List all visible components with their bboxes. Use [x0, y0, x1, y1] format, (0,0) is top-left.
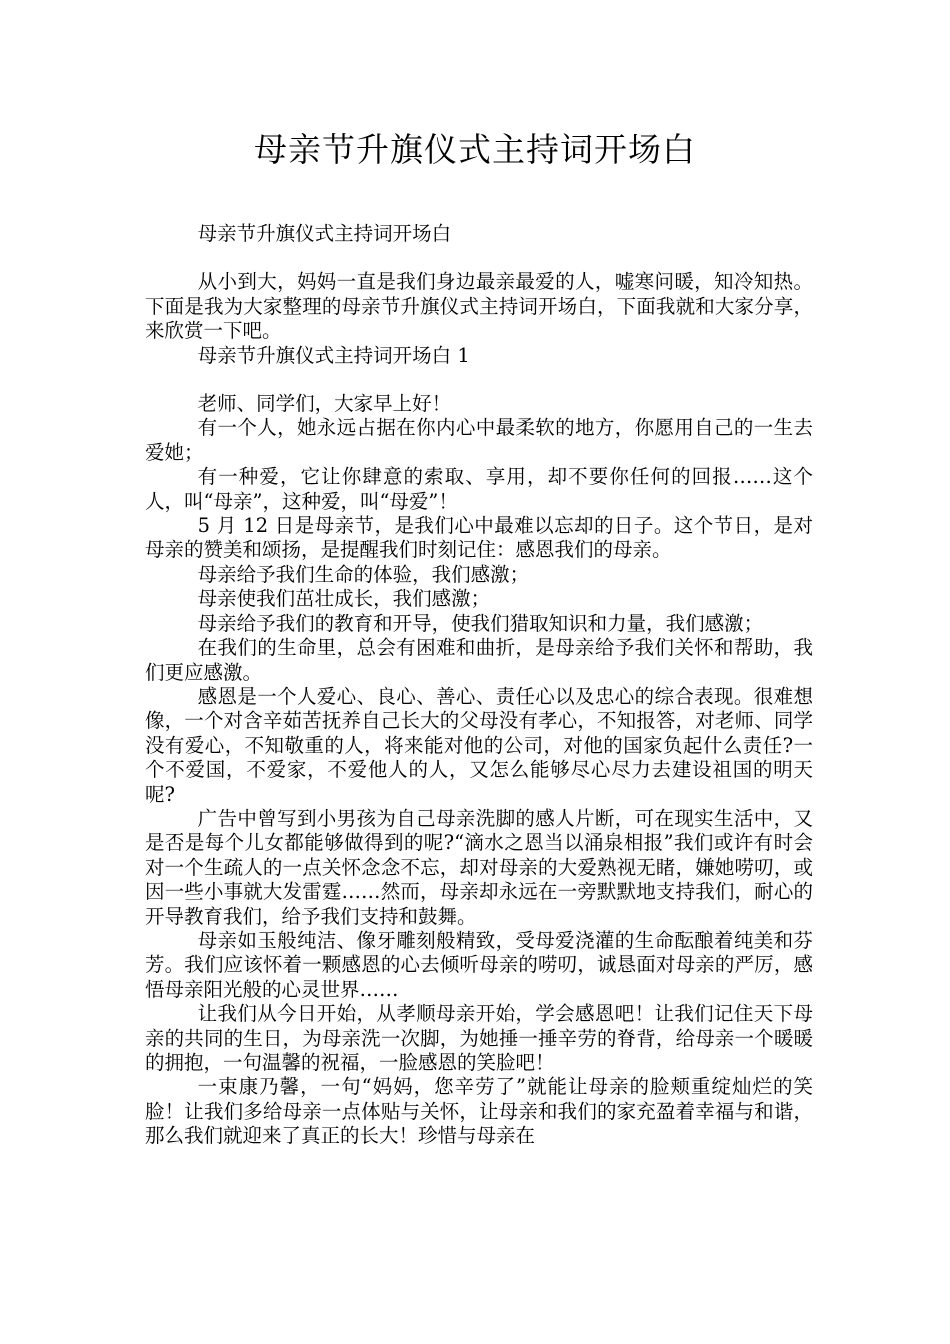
body-paragraph: 有一种爱，它让你肆意的索取、享用，却不要你任何的回报……这个人，叫“母亲”，这种爱，叫“母爱”！: [145, 465, 813, 513]
document-title: 母亲节升旗仪式主持词开场白: [254, 130, 696, 169]
body-paragraph: 母亲给予我们的教育和开导，使我们猎取知识和力量，我们感激；: [197, 611, 764, 635]
subtitle-paragraph: 母亲节升旗仪式主持词开场白: [197, 222, 452, 245]
intro-paragraph: 从小到大，妈妈一直是我们身边最亲最爱的人，嘘寒问暖，知冷知热。下面是我为大家整理的母亲节升旗仪式主持词开场白，下面我就和大家分享，来欣赏一下吧。: [145, 270, 813, 343]
body-paragraph: 广告中曾写到小男孩为自己母亲洗脚的感人片断，可在现实生活中，又是否是每个儿女都能够做得到的呢?“滴水之恩当以涌泉相报”我们或许有时会对一个生疏人的一点关怀念念不忘，却对母亲的大爱熟视无睹，嫌她唠叨，或因一些小事就大发雷霆……然而，母亲却永远在一旁默默地支持我们，耐心的开导教育我们，给予我们支持和鼓舞。: [145, 806, 813, 928]
body-paragraph: 在我们的生命里，总会有困难和曲折，是母亲给予我们关怀和帮助，我们更应感激。: [145, 636, 813, 684]
body-paragraph: 一束康乃馨，一句“妈妈，您辛劳了”就能让母亲的脸颊重绽灿烂的笑脸！让我们多给母亲一点体贴与关怀，让母亲和我们的家充盈着幸福与和谐，那么我们就迎来了真正的长大！珍惜与母亲在: [145, 1075, 813, 1148]
document-body: [145, 222, 813, 1149]
body-paragraph: 母亲如玉般纯洁、像牙雕刻般精致，受母爱浇灌的生命酝酿着纯美和芬芳。我们应该怀着一颗感恩的心去倾听母亲的唠叨，诚恳面对母亲的严厉，感悟母亲阳光般的心灵世界……: [145, 928, 813, 1001]
body-paragraph: 母亲使我们茁壮成长，我们感激；: [197, 587, 491, 611]
body-paragraph: 5 月 12 日是母亲节，是我们心中最难以忘却的日子。这个节日，是对母亲的赞美和颂扬，是提醒我们时刻记住：感恩我们的母亲。: [145, 514, 813, 562]
body-paragraph: 让我们从今日开始，从孝顺母亲开始，学会感恩吧！让我们记住天下母亲的共同的生日，为母亲洗一次脚，为她捶一捶辛劳的脊背，给母亲一个暖暖的拥抱，一句温馨的祝福，一脸感恩的笑脸吧！: [145, 1002, 813, 1074]
greeting-paragraph: 老师、同学们，大家早上好！: [197, 392, 452, 416]
section-heading: 母亲节升旗仪式主持词开场白 1: [197, 343, 470, 367]
body-paragraph: 有一个人，她永远占据在你内心中最柔软的地方，你愿用自己的一生去爱她；: [145, 416, 813, 464]
body-paragraph: 感恩是一个人爱心、良心、善心、责任心以及忠心的综合表现。很难想像，一个对含辛茹苦抚养自己长大的父母没有孝心，不知报答，对老师、同学没有爱心，不知敬重的人，将来能对他的公司，对他的国家负起什么责任?一个不爱国，不爱家，不爱他人的人，又怎么能够尽心尽力去建设祖国的明天呢?: [145, 684, 813, 806]
body-paragraph: 母亲给予我们生命的体验，我们感激；: [197, 562, 530, 586]
